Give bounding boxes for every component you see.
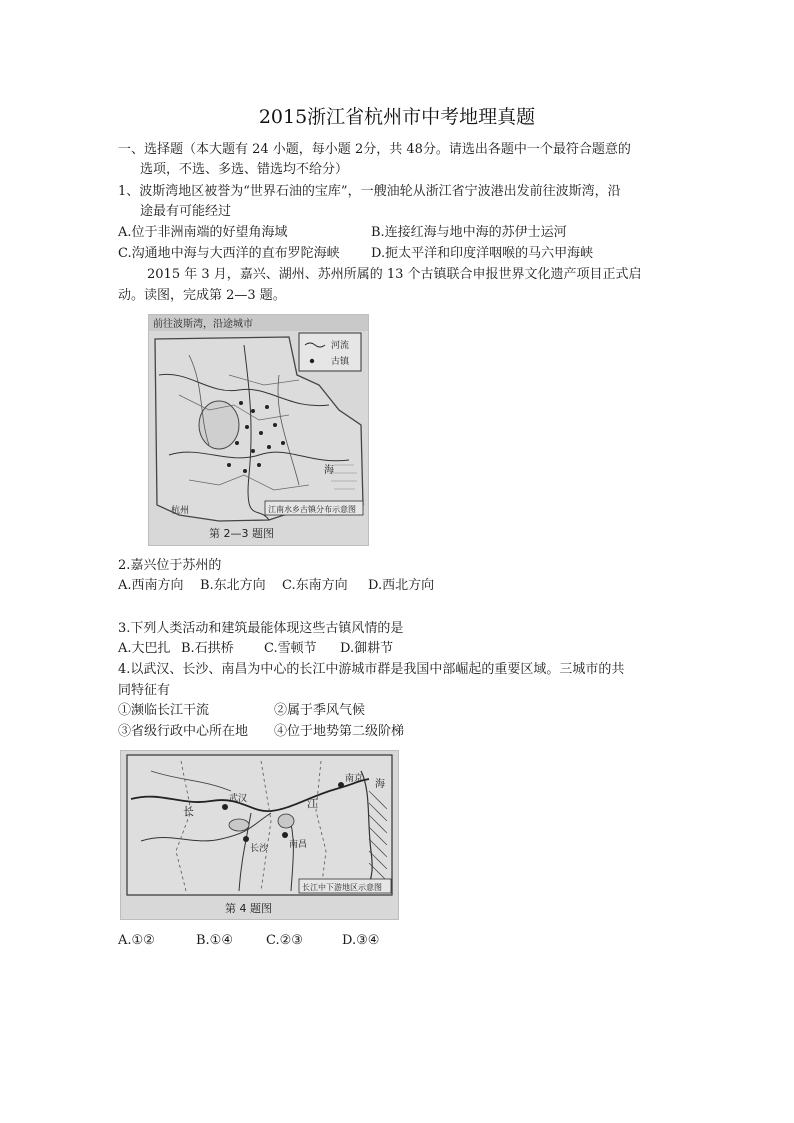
city-dot-nanchang (282, 832, 288, 838)
map1-note: 江南水乡古镇分布示意图 (268, 505, 356, 514)
map1-top-label: 前往波斯湾，沿途城市 (153, 319, 253, 330)
map2-chang-label: 长 (183, 805, 194, 818)
map1-sea-label: 海 (324, 465, 334, 476)
q4-item-4: ④位于地势第二级阶梯 (274, 724, 405, 739)
map2-nanchang-label: 南昌 (289, 840, 308, 850)
map2-nanjing-label: 南京 (345, 774, 364, 784)
q1-stem-line2: 途最有可能经过 (140, 204, 232, 219)
q4-option-c: C.②③ (266, 933, 303, 948)
q3-option-d: D.御耕节 (340, 641, 394, 656)
lake-shape (229, 819, 249, 831)
q3-stem: 3.下列人类活动和建筑最能体现这些古镇风情的是 (118, 621, 404, 636)
q1-option-d: D.扼太平洋和印度洋咽喉的马六甲海峡 (371, 246, 594, 261)
q1-option-b: B.连接红海与地中海的苏伊士运河 (371, 225, 567, 240)
map2-note: 长江中下游地区示意图 (302, 883, 382, 892)
q3-option-c: C.雪顿节 (264, 641, 317, 656)
q1-option-c: C.沟通地中海与大西洋的直布罗陀海峡 (118, 246, 340, 261)
q4-item-3: ③省级行政中心所在地 (118, 724, 249, 739)
page-title: 2015浙江省杭州市中考地理真题 (258, 106, 536, 128)
legend-river-label: 河流 (331, 341, 350, 351)
map2-wuhan-label: 武汉 (229, 794, 248, 804)
q1-stem-line1: 1、波斯湾地区被誉为“世界石油的宝库”，一艘油轮从浙江省宁波港出发前往波斯湾，沿 (118, 184, 621, 199)
town-legend-icon (310, 359, 314, 363)
q4-option-d: D.③④ (342, 933, 380, 948)
map-jiangnan-graphic (149, 315, 368, 545)
map2-sea-label: 海 (375, 779, 385, 790)
map2-changsha-label: 长沙 (250, 844, 269, 854)
map1-legend (299, 333, 361, 371)
section-heading-line1: 一、选择题（本大题有 24 小题，每小题 2分，共 48分。请选出各题中一个最符合题意的 (118, 142, 631, 157)
q4-option-a: A.①② (118, 933, 155, 948)
map1-city-label: 杭州 (171, 506, 190, 516)
q4-item-1: ①濒临长江干流 (118, 703, 210, 718)
q2-option-d: D.西北方向 (368, 578, 435, 593)
map-jiangnan-towns (148, 314, 369, 546)
q3-option-a: A.大巴扎 (118, 641, 171, 656)
q2-option-c: C.东南方向 (282, 578, 348, 593)
intro-line1: 2015 年 3 月，嘉兴、湖州、苏州所属的 13 个古镇联合申报世界文化遗产项目正式启 (147, 267, 642, 282)
map2-caption: 第 4 题图 (225, 902, 272, 915)
q2-option-b: B.东北方向 (200, 578, 266, 593)
city-dot-nanjing (338, 782, 344, 788)
map-yangtze-graphic (121, 751, 398, 919)
map1-caption: 第 2—3 题图 (209, 527, 274, 540)
q2-option-a: A.西南方向 (118, 578, 184, 593)
map-yangtze-middle-lower (120, 750, 399, 920)
q1-option-a: A.位于非洲南端的好望角海域 (118, 225, 288, 240)
q2-stem: 2.嘉兴位于苏州的 (118, 558, 222, 573)
lake-shape (278, 814, 294, 828)
map2-jiang-label: 江 (307, 797, 318, 810)
city-dot-changsha (243, 836, 249, 842)
q4-item-2: ②属于季风气候 (274, 703, 366, 718)
legend-town-label: 古镇 (331, 357, 350, 367)
q4-stem-line1: 4.以武汉、长沙、南昌为中心的长江中游城市群是我国中部崛起的重要区域。三城市的共 (118, 662, 625, 677)
q3-option-b: B.石拱桥 (181, 641, 234, 656)
q4-stem-line2: 同特征有 (118, 683, 171, 698)
city-dot-wuhan (222, 804, 228, 810)
intro-line2: 动。读图，完成第 2—3 题。 (118, 288, 286, 303)
q4-option-b: B.①④ (196, 933, 233, 948)
section-heading-line2: 选项，不选、多选、错选均不给分） (140, 162, 349, 177)
